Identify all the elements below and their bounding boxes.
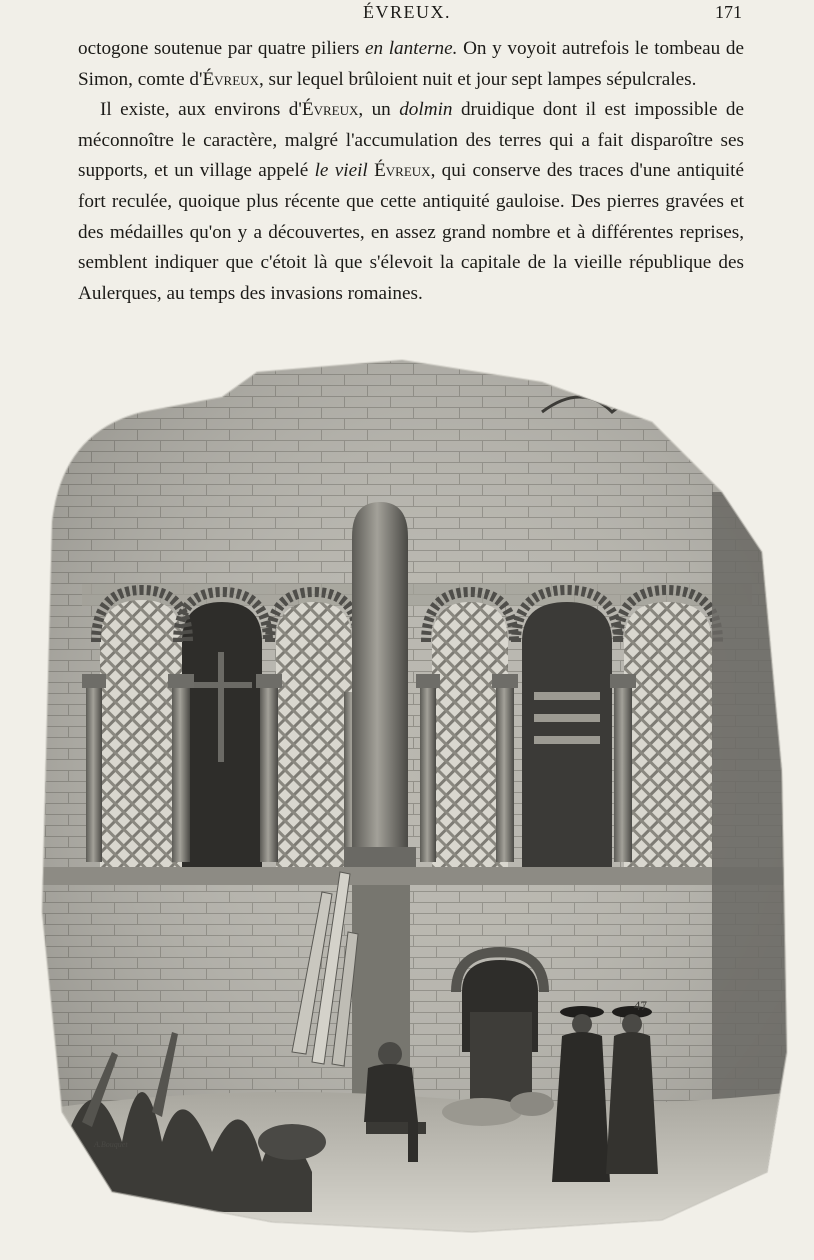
small-caps-run: Évreux	[301, 99, 359, 121]
running-title: ÉVREUX.	[363, 2, 451, 22]
italic-run: le vieil	[314, 160, 368, 182]
text-run: , qui conserve des traces d'une antiquité fort reculée, quoique plus récente que cette antiquité gauloise. Des pierres gravées et des médailles qu'on y a découvertes, en assez grand nombre et à différentes reprises, semblent indiquer que c'étoit là que s'élevoit la capitale de la vieille république des Aulerques, au temps des invasions romaines.	[78, 160, 745, 304]
paragraph-1	[78, 34, 744, 95]
body-text	[78, 34, 744, 309]
text-run: , sur lequel brûloient nuit et jour sept lampes sépulcrales.	[258, 68, 697, 90]
running-head	[0, 0, 814, 30]
italic-run: en lanterne.	[365, 38, 458, 59]
small-caps-run: Évreux	[374, 160, 431, 182]
plate-number: 47	[634, 998, 647, 1013]
wall-scene	[22, 352, 792, 1244]
lithograph-illustration	[22, 352, 792, 1244]
text-run: On y voyoit autrefois le tombeau de Simon, comte d'	[78, 38, 744, 90]
text-run: , un	[358, 99, 400, 121]
artist-signature: A.Bouquet	[94, 1140, 128, 1149]
text-run: druidique dont il est impossible de méconnoître le caractère, malgré l'accumulation des terres qui a fait disparoître ses supports, et un village appelé	[78, 99, 745, 182]
paragraph-2	[78, 95, 744, 309]
central-pier	[352, 502, 408, 872]
ruined-arcade-drawing	[22, 352, 792, 1244]
page-number: 171	[715, 2, 742, 22]
italic-run: dolmin	[399, 99, 453, 121]
small-caps-run: Évreux	[202, 68, 259, 90]
text-run: octogone soutenue par quatre piliers	[78, 38, 365, 59]
text-run: Il existe, aux environs d'	[100, 99, 302, 121]
